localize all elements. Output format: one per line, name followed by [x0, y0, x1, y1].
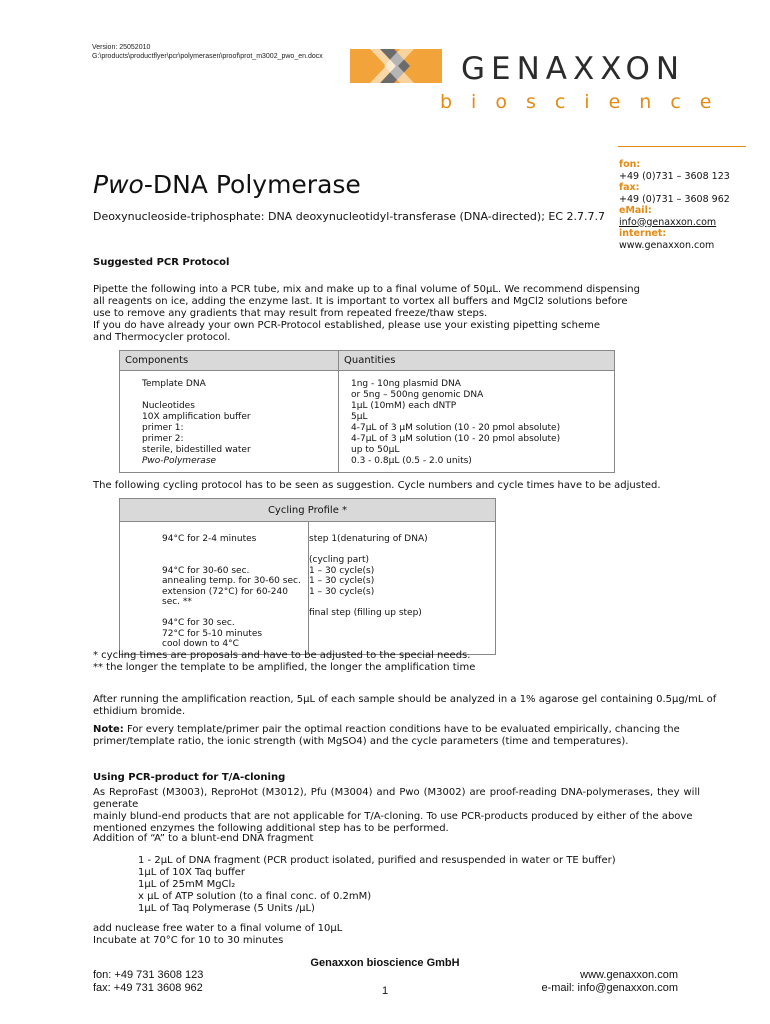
cycling-step: 94°C for 30 sec. — [162, 618, 235, 628]
quantity-item: 4-7µL of 3 µM solution (10 - 20 pmol absolute) — [351, 423, 561, 433]
pcr-intro-line: Pipette the following into a PCR tube, mix and make up to a final volume of 50µL. We recommend dispensing — [93, 284, 640, 295]
footnote-2: ** the longer the template to be amplified, the longer the amplification time — [93, 662, 476, 673]
ta-cloning-paragraph — [93, 787, 700, 835]
cycling-step: annealing temp. for 30-60 sec. — [162, 576, 301, 586]
quantity-item: or 5ng – 500ng genomic DNA — [351, 390, 484, 400]
analysis-note — [93, 724, 680, 748]
components-cell — [120, 371, 339, 473]
title-rest: -DNA Polymerase — [143, 170, 361, 199]
brand-name: GENAXXON — [461, 51, 686, 87]
analysis-paragraph — [93, 694, 716, 718]
cycling-desc: (cycling part) — [309, 555, 369, 565]
cycling-desc — [309, 618, 491, 629]
component-item: 10X amplification buffer — [142, 412, 251, 422]
addition-steps — [138, 855, 616, 915]
footer-right — [541, 969, 678, 995]
page-subtitle: Deoxynucleoside-triphosphate: DNA deoxynucleotidyl-transferase (DNA-directed); EC 2.7.7.7 — [93, 210, 606, 223]
cycling-footnotes — [93, 650, 475, 674]
email-link[interactable]: info@genaxxon.com — [619, 216, 717, 228]
note-line: For every template/primer pair the optimal reaction conditions have to be evaluated empirically, chancing the — [123, 724, 680, 735]
fon-number: +49 (0)731 – 3608 123 — [619, 170, 730, 182]
cycling-step — [162, 555, 304, 566]
cycling-col1 — [120, 522, 309, 655]
contact-block — [619, 159, 730, 251]
component-item: Template DNA — [142, 379, 206, 389]
file-path: G:\products\productflyer\pcr\polymerasen\proof\prot_m3002_pwo_en.docx — [92, 53, 323, 60]
contact-divider — [618, 146, 746, 147]
component-item: Pwo-Polymerase — [142, 456, 217, 466]
pcr-intro-line: use to remove any gradients that may result from repeated freeze/thaw steps. — [93, 308, 488, 319]
cycling-desc — [309, 629, 491, 640]
quantities-header: Quantities — [339, 351, 615, 371]
components-header: Components — [120, 351, 339, 371]
component-item — [142, 390, 333, 401]
component-item: primer 1: — [142, 423, 184, 433]
fax-number: +49 (0)731 – 3608 962 — [619, 193, 730, 205]
cycling-step: 72°C for 5-10 minutes — [162, 628, 263, 639]
components-table — [119, 350, 615, 473]
brand-subtitle: bioscience — [440, 91, 731, 113]
quantity-item: 4-7µL of 3 µM solution (10 - 20 pmol absolute) — [351, 434, 561, 444]
addition-heading: Addition of “A” to a blunt-end DNA fragment — [93, 833, 314, 844]
quantity-item: 1ng - 10ng plasmid DNA — [351, 379, 461, 389]
footer-fon: fon: +49 731 3608 123 — [93, 969, 204, 981]
footnote-1: * cycling times are proposals and have to be adjusted to the special needs. — [93, 650, 471, 661]
cycling-desc: final step (filling up step) — [309, 607, 422, 618]
pcr-intro-line: all reagents on ice, adding the enzyme last. It is important to vortex all buffers and MgCl2 solutions before — [93, 296, 628, 307]
component-item: sterile, bidestilled water — [142, 445, 251, 455]
quantities-cell — [339, 371, 615, 473]
quantity-item: 0.3 - 0.8µL (0.5 - 2.0 units) — [351, 456, 472, 466]
ta-cloning-heading: Using PCR-product for T/A-cloning — [93, 772, 286, 783]
addition-step: x µL of ATP solution (to a final conc. of 0.2mM) — [138, 891, 372, 902]
note-label: Note: — [93, 724, 124, 735]
addition-step: 1µL of 10X Taq buffer — [138, 867, 245, 878]
addition-step: 1µL of Taq Polymerase (5 Units /µL) — [138, 903, 315, 914]
page-title — [93, 170, 361, 199]
analysis-line: After running the amplification reaction, 5µL of each sample should be analyzed in a 1% agarose gel containing 0.5µg/mL of — [93, 694, 717, 705]
component-item: Nucleotides — [142, 401, 195, 411]
cycling-note: The following cycling protocol has to be seen as suggestion. Cycle numbers and cycle times have to be adjusted. — [93, 480, 661, 491]
quantity-item: 5µL — [351, 412, 368, 422]
note-line: primer/template ratio, the ionic strength (with MgSO4) and the cycle parameters (time and temperatures). — [93, 736, 629, 747]
internet-label: internet: — [619, 228, 667, 239]
cycling-col2 — [309, 522, 496, 655]
page-number: 1 — [381, 985, 389, 997]
final-steps — [93, 923, 342, 947]
addition-step: 1µL of 25mM MgCl₂ — [138, 879, 236, 890]
cycling-table — [119, 498, 496, 655]
footer-company: Genaxxon bioscience GmbH — [310, 957, 460, 969]
pcr-heading: Suggested PCR Protocol — [93, 257, 230, 268]
cycling-desc: step 1(denaturing of DNA) — [309, 534, 428, 544]
cycling-desc: 1 – 30 cycle(s) — [309, 586, 375, 597]
final-step: add nuclease free water to a final volume of 10µL — [93, 923, 343, 934]
cycling-step — [162, 608, 304, 619]
cycling-step: cool down to 4°C — [162, 639, 239, 649]
cycling-step: 94°C for 2-4 minutes — [162, 534, 257, 544]
cycling-header: Cycling Profile * — [120, 499, 496, 522]
component-item: primer 2: — [142, 434, 184, 444]
cycling-step: 94°C for 30-60 sec. — [162, 565, 250, 576]
footer-email[interactable]: e-mail: info@genaxxon.com — [541, 982, 678, 994]
cycling-desc — [309, 545, 491, 556]
cycling-step — [162, 545, 304, 556]
email-label: eMail: — [619, 205, 652, 216]
cycling-desc: 1 – 30 cycle(s) — [309, 576, 375, 586]
version-info — [92, 43, 323, 61]
pcr-intro-line: and Thermocycler protocol. — [93, 332, 231, 343]
ta-line: mentioned enzymes the following additional step has to be performed. — [93, 823, 449, 834]
cycling-step: extension (72°C) for 60-240 sec. ** — [162, 586, 288, 607]
title-italic: Pwo — [93, 170, 144, 199]
fax-label: fax: — [619, 182, 640, 193]
version-label: Version: 25052010 — [92, 44, 151, 51]
website-link[interactable]: www.genaxxon.com — [619, 239, 715, 251]
quantity-item: 1µL (10mM) each dNTP — [351, 401, 457, 411]
footer-fax: fax: +49 731 3608 962 — [93, 982, 203, 994]
ta-line: As ReproFast (M3003), ReproHot (M3012), Pfu (M3004) and Pwo (M3002) are proof-reading DNA-polymerases, they will generate — [93, 787, 700, 810]
cycling-desc: 1 – 30 cycle(s) — [309, 565, 375, 576]
addition-step: 1 - 2µL of DNA fragment (PCR product isolated, purified and resuspended in water or TE buffer) — [138, 855, 616, 866]
genaxxon-logo-icon — [350, 49, 442, 83]
pcr-intro-line: If you do have already your own PCR-Protocol established, please use your existing pipetting scheme — [93, 320, 601, 331]
quantity-item: up to 50µL — [351, 445, 400, 455]
cycling-desc — [309, 597, 491, 608]
final-step: Incubate at 70°C for 10 to 30 minutes — [93, 935, 284, 946]
footer-web[interactable]: www.genaxxon.com — [580, 969, 678, 981]
ta-line: mainly blund-end products that are not applicable for T/A-cloning. To use PCR-products produced by either of the above — [93, 811, 693, 822]
analysis-line: ethidium bromide. — [93, 706, 186, 717]
pcr-intro — [93, 284, 640, 344]
fon-label: fon: — [619, 159, 641, 170]
